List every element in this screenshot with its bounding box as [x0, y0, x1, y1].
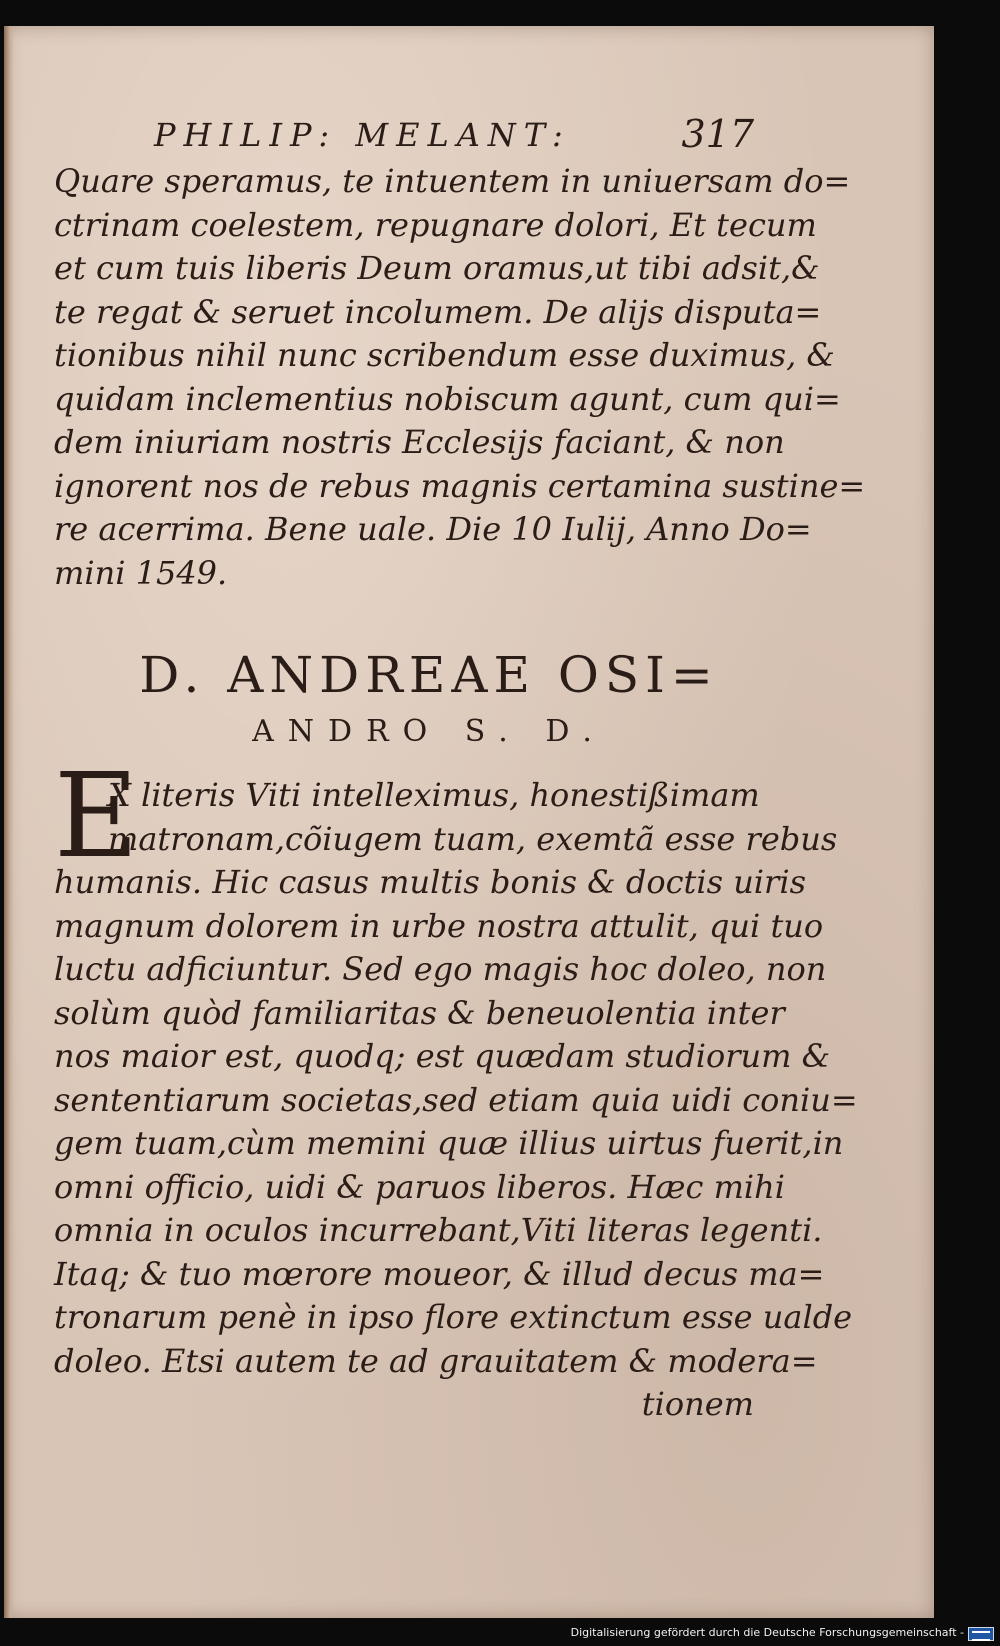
letter1-line: quidam inclementius nobiscum agunt, cum qui= [54, 379, 841, 418]
dfg-logo-icon [968, 1627, 994, 1641]
letter2-line: tronarum penè in ipso flore extinctum esse ualde [54, 1298, 853, 1336]
book-page [4, 26, 934, 1618]
letter1-line: et cum tuis liberis Deum oramus,ut tibi adsit,& [54, 249, 820, 287]
letter1-line: dem iniuriam nostris Ecclesijs faciant, & non [54, 423, 785, 461]
letter2-line: omni officio, uidi & paruos liberos. Hæc mihi [54, 1167, 785, 1206]
letter2-line: matronam,cõiugem tuam, exemtã esse rebus [108, 819, 838, 858]
letter1-line: te regat & seruet incolumem. De alijs disputa= [54, 292, 822, 331]
letter2-subheading: ANDRO S. D. [252, 714, 606, 749]
letter2-body [54, 774, 858, 1427]
letter2-line: omnia in oculos incurrebant,Viti literas legenti. [54, 1211, 823, 1249]
funding-credit: Digitalisierung gefördert durch die Deutsche Forschungsgemeinschaft - [570, 1626, 964, 1639]
letter1-line: ignorent nos de rebus magnis certamina sustine= [54, 466, 866, 505]
letter2-line: X literis Viti intelleximus, honestißimam [108, 776, 760, 814]
letter1-line: mini 1549. [54, 553, 228, 592]
letter2-line: luctu adficiuntur. Sed ego magis hoc doleo, non [54, 950, 827, 988]
letter2-line: Itaq; & tuo mœrore moueor, & illud decus ma= [54, 1254, 825, 1293]
letter2-line: sententiarum societas,sed etiam quia uidi coniu= [54, 1080, 858, 1119]
letter2-line: gem tuam,cùm memini quæ illius uirtus fuerit,in [54, 1124, 844, 1162]
drop-cap-initial: E [54, 749, 139, 884]
footer-bar [0, 1624, 1000, 1646]
page-number: 317 [681, 112, 754, 156]
letter2-catchword: tionem [641, 1385, 754, 1423]
running-title: PHILIP: MELANT: [154, 116, 571, 154]
scan-background-right [934, 26, 1000, 1618]
letter2-line: solùm quòd familiaritas & beneuolentia inter [54, 993, 785, 1032]
letter1-body [54, 160, 866, 595]
letter2-line: magnum dolorem in urbe nostra attulit, qui tuo [54, 906, 824, 945]
letter1-line: Quare speramus, te intuentem in uniuersam do= [54, 162, 851, 200]
letter1-line: tionibus nihil nunc scribendum esse duximus, & [54, 336, 835, 374]
letter2-line: doleo. Etsi autem te ad grauitatem & modera= [54, 1341, 818, 1380]
letter1-line: ctrinam coelestem, repugnare dolori, Et tecum [54, 205, 817, 244]
running-head [154, 96, 754, 156]
letter1-line: re acerrima. Bene uale. Die 10 Iulij, Anno Do= [54, 510, 812, 548]
letter2-heading: D. ANDREAE OSI= [139, 646, 719, 704]
letter2-line: humanis. Hic casus multis bonis & doctis uiris [54, 863, 806, 901]
page-gutter-edge [4, 26, 14, 1618]
letter2-line: nos maior est, quodq; est quædam studiorum & [54, 1037, 831, 1075]
